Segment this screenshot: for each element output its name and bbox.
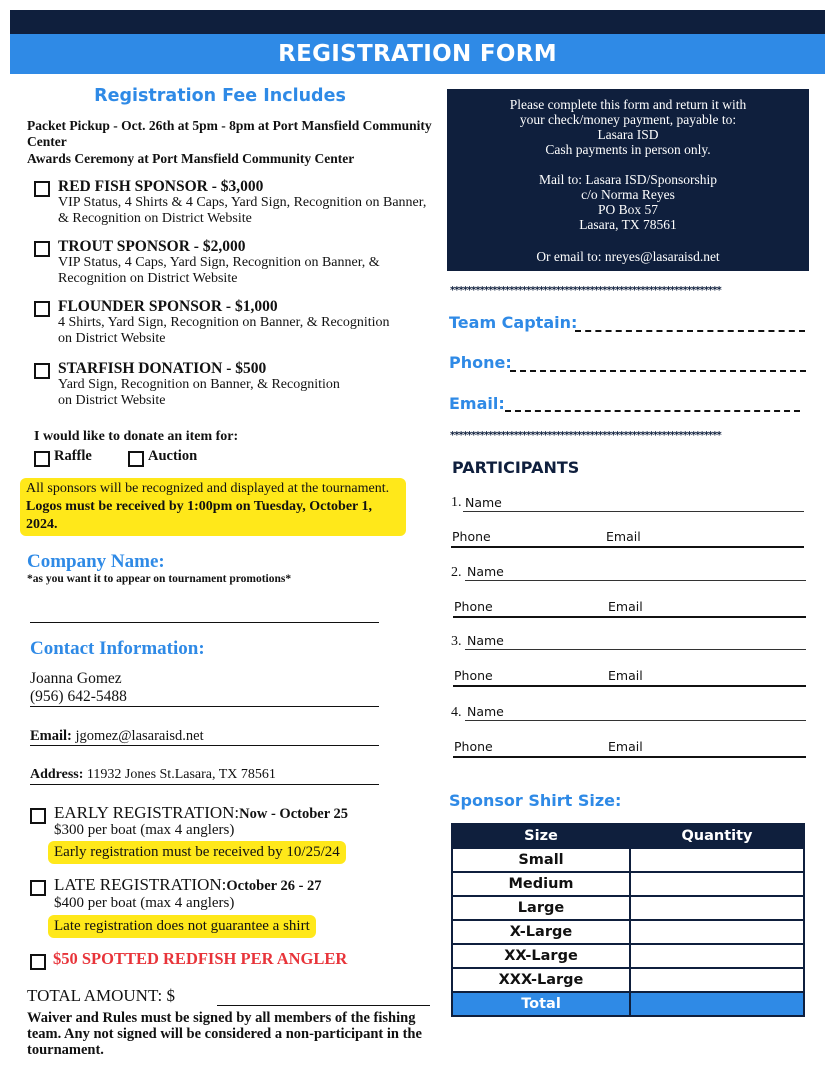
late-dates: October 26 - 27 [226,878,322,894]
early-dates: Now - October 25 [239,806,349,822]
contact-address-field[interactable] [30,766,379,785]
size-cell: Small [452,848,630,872]
shirt-size-table [451,823,805,1017]
info-line: Cash payments in person only. [545,142,711,157]
participants-heading: PARTICIPANTS [452,458,580,477]
sponsor-desc: VIP Status, 4 Shirts & 4 Caps, Yard Sign, Recognition on Banner, & Recognition on District Website [58,195,427,226]
table-row [452,944,804,968]
participant-phone-label: Phone [454,668,493,683]
participant-email-label: Email [608,599,643,614]
participant-name-label: Name [467,704,504,719]
early-price: $300 per boat (max 4 anglers) [54,822,235,838]
late-registration-title [54,875,322,895]
participant-1-contact-field[interactable] [451,546,804,548]
checkbox[interactable] [34,363,50,379]
participant-email-label: Email [608,739,643,754]
divider-stars: **************************************************************** [450,430,721,441]
participant-name-label: Name [465,495,502,510]
early-registration-checkbox[interactable] [30,808,46,824]
early-deadline-note: Early registration must be received by 10/25/24 [48,841,346,864]
checkbox[interactable] [34,181,50,197]
participant-4-contact-field[interactable] [453,756,806,758]
participant-3-name-field[interactable] [465,649,806,650]
fee-line-2: Awards Ceremony at Port Mansfield Community Center [27,151,355,166]
table-row [452,896,804,920]
address-value: 11932 Jones St.Lasara, TX 78561 [83,767,276,782]
contact-heading: Contact Information: [30,638,205,659]
quantity-input[interactable] [630,896,804,920]
sponsor-desc: VIP Status, 4 Caps, Yard Sign, Recognition on Banner, & Recognition on District Website [58,255,380,286]
redfish-checkbox[interactable] [30,954,46,970]
quantity-input[interactable] [630,848,804,872]
form-title: REGISTRATION FORM [10,34,825,74]
team-captain-label: Team Captain: [449,313,578,332]
total-quantity-input[interactable] [630,992,804,1016]
sponsor-desc: 4 Shirts, Yard Sign, Recognition on Banner, & Recognition on District Website [58,315,390,346]
late-title: LATE REGISTRATION: [54,875,227,894]
early-title: EARLY REGISTRATION: [54,803,240,822]
quantity-input[interactable] [630,968,804,992]
sponsor-title: RED FISH SPONSOR - $3,000 [58,178,264,195]
late-registration-checkbox[interactable] [30,880,46,896]
logo-deadline-notice [20,478,406,536]
participant-name-label: Name [467,564,504,579]
participant-1-name-field[interactable] [463,511,804,512]
size-cell: Medium [452,872,630,896]
quantity-input[interactable] [630,920,804,944]
email-label: Email: [30,728,72,744]
checkbox[interactable] [34,301,50,317]
sponsor-title: TROUT SPONSOR - $2,000 [58,238,246,255]
total-row [452,992,804,1016]
auction-label: Auction [148,448,198,464]
size-column-header: Size [452,824,630,848]
email-value: jgomez@lasaraisd.net [71,728,204,744]
team-captain-field[interactable] [575,330,805,332]
team-email-label: Email: [449,394,505,413]
divider-stars: **************************************************************** [450,285,721,296]
donate-label: I would like to donate an item for: [34,429,239,444]
team-email-field[interactable] [505,410,800,412]
raffle-checkbox[interactable] [34,451,50,467]
participant-2-contact-field[interactable] [453,616,806,618]
late-shirt-note: Late registration does not guarantee a shirt [48,915,316,938]
participant-phone-label: Phone [454,739,493,754]
sponsor-title: FLOUNDER SPONSOR - $1,000 [58,298,278,315]
redfish-label: $50 SPOTTED REDFISH PER ANGLER [53,949,348,968]
team-phone-label: Phone: [449,353,512,372]
total-amount-field[interactable] [217,1005,430,1006]
table-row [452,920,804,944]
sponsor-desc: Yard Sign, Recognition on Banner, & Recognition on District Website [58,377,340,408]
company-heading: Company Name: [27,551,165,572]
info-line: PO Box 57 [597,202,658,217]
quantity-input[interactable] [630,944,804,968]
shirt-size-heading: Sponsor Shirt Size: [449,791,622,810]
auction-checkbox[interactable] [128,451,144,467]
info-line: Lasara ISD [597,127,659,142]
company-note: *as you want it to appear on tournament promotions* [27,573,292,585]
participant-phone-label: Phone [454,599,493,614]
contact-name: Joanna Gomez [30,670,122,687]
fee-heading: Registration Fee Includes [94,86,346,106]
notice-bold-text: Logos must be received by 1:00pm on Tuesday, October 1, 2024. [26,499,373,532]
total-label-cell: Total [452,992,630,1016]
checkbox[interactable] [34,241,50,257]
size-cell: X-Large [452,920,630,944]
fee-line-1: Packet Pickup - Oct. 26th at 5pm - 8pm at Port Mansfield Community Center [27,118,432,149]
table-row [452,968,804,992]
participant-number: 1. [451,495,462,510]
table-row [452,848,804,872]
payment-info-box [447,89,809,271]
notice-text: All sponsors will be recognized and displayed at the tournament. [26,481,390,496]
participant-name-label: Name [467,633,504,648]
participant-2-name-field[interactable] [465,580,806,581]
total-label: TOTAL AMOUNT: $ [27,986,175,1005]
contact-phone-field[interactable]: (956) 642-5488 [30,688,379,707]
quantity-input[interactable] [630,872,804,896]
info-line: c/o Norma Reyes [581,187,675,202]
participant-phone-label: Phone [452,529,491,544]
sponsor-title: STARFISH DONATION - $500 [58,360,267,377]
participant-number: 3. [451,634,462,649]
info-line: Mail to: Lasara ISD/Sponsorship [538,172,718,187]
participant-email-label: Email [606,529,641,544]
participant-number: 2. [451,565,462,580]
participant-email-label: Email [608,668,643,683]
info-line: your check/money payment, payable to: [519,112,737,127]
info-email: Or email to: nreyes@lasaraisd.net [536,249,720,264]
size-cell: XX-Large [452,944,630,968]
table-row [452,872,804,896]
late-price: $400 per boat (max 4 anglers) [54,895,235,911]
waiver-notice: Waiver and Rules must be signed by all members of the fishing team. Any not signed will be considered a non-participant in the tournament. [27,1010,422,1058]
size-cell: XXX-Large [452,968,630,992]
contact-email-field[interactable] [30,727,379,746]
info-line: Please complete this form and return it with [509,97,747,112]
top-bar [10,10,825,34]
quantity-column-header: Quantity [630,824,804,848]
early-registration-title [54,803,348,823]
participant-4-name-field[interactable] [465,720,806,721]
company-name-field[interactable] [30,622,379,623]
participant-3-contact-field[interactable] [453,685,806,687]
participant-number: 4. [451,705,462,720]
size-cell: Large [452,896,630,920]
address-label: Address: [30,767,84,782]
raffle-label: Raffle [54,448,92,464]
info-line: Lasara, TX 78561 [579,217,677,232]
team-phone-field[interactable] [510,370,806,372]
